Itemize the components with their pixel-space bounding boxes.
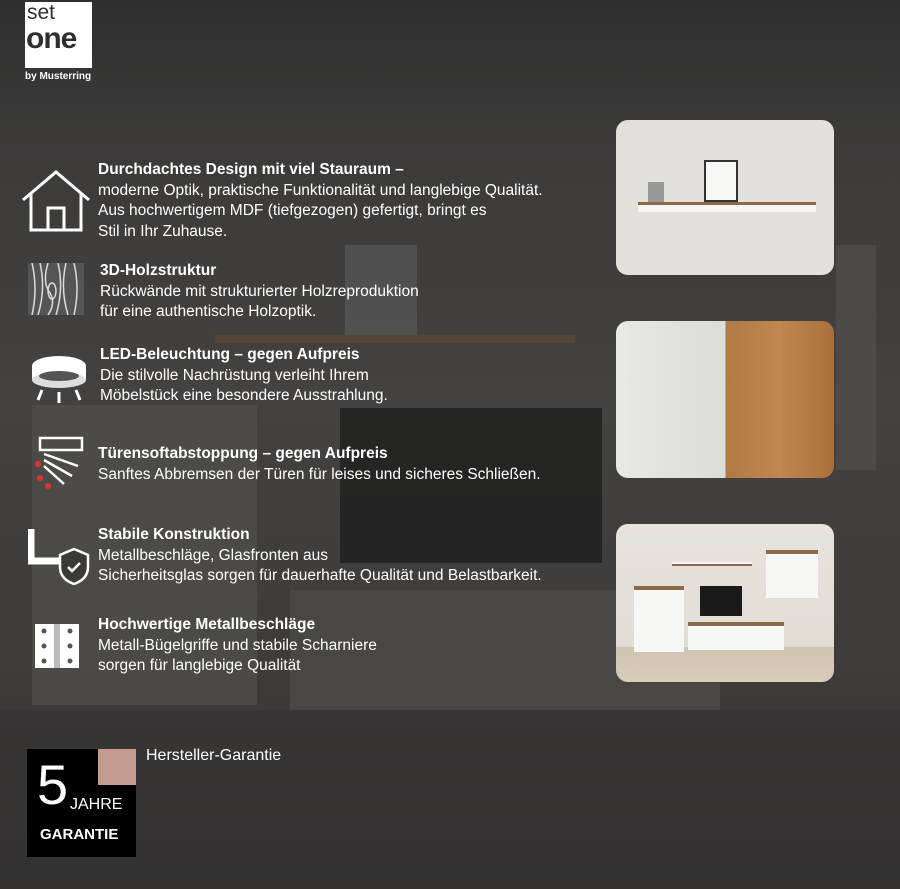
hinge-icon [34,623,80,669]
feature-line: Aus hochwertigem MDF (tiefgezogen) gefertigt, bringt es [98,202,487,219]
led-lamp-icon [30,354,88,404]
feature-line: Stil in Ihr Zuhause. [98,222,228,240]
feature-title: 3D-Holzstruktur [100,262,217,279]
feature-line: Die stilvolle Nachrüstung verleiht Ihrem [100,366,369,384]
feature-3d-wood [100,261,419,323]
guarantee-caption: Hersteller-Garantie [146,747,282,764]
bracket-shield-icon [28,527,90,585]
feature-title: LED-Beleuchtung – gegen Aufpreis [100,346,360,363]
feature-line: Metallbeschläge, Glasfronten aus [98,546,329,564]
guarantee-unit: JAHRE [70,796,123,813]
guarantee-years: 5 [37,753,69,816]
bg-shelf [215,335,575,343]
feature-title: Türensoftabstoppung – gegen Aufpreis [98,445,388,462]
bg-cabinet-right [836,245,876,470]
feature-line: Sanftes Abbremsen der Türen für leises und sicheres Schließen. [98,465,541,483]
feature-design [98,160,543,242]
logo-line1: set [27,1,56,24]
guarantee-label: GARANTIE [40,826,119,843]
feature-line: Metall-Bügelgriffe und stabile Scharniere [98,636,377,654]
feature-line: sorgen für langlebige Qualität [98,657,301,674]
feature-line: für eine authentische Holzoptik. [100,303,317,320]
feature-hardware [98,615,377,677]
accent-square [98,749,136,785]
feature-construction [98,525,542,587]
feature-line: moderne Optik, praktische Funktionalität und langlebige Qualität. [98,181,543,199]
wall-shelf-photo [616,120,834,275]
feature-title: Hochwertige Metallbeschläge [98,616,316,633]
wood-grain-icon [28,263,84,315]
feature-title: Stabile Konstruktion [98,526,250,543]
room-setup-photo [616,524,834,682]
logo-tagline: by Musterring [25,71,92,82]
feature-soft-close [98,444,541,485]
feature-led [100,345,388,407]
feature-line: Möbelstück eine besondere Ausstrahlung. [100,387,388,404]
guarantee-badge [27,749,136,857]
feature-line: Rückwände mit strukturierter Holzreproduktion [100,282,419,300]
house-icon [20,168,92,234]
feature-title: Durchdachtes Design mit viel Stauraum – [98,161,404,178]
brand-logo [25,2,92,68]
feature-line: Sicherheitsglas sorgen für dauerhafte Qualität und Belastbarkeit. [98,567,542,584]
soft-close-door-icon [30,436,86,492]
logo-line2: one [26,22,77,55]
wood-finish-photo [616,321,834,478]
